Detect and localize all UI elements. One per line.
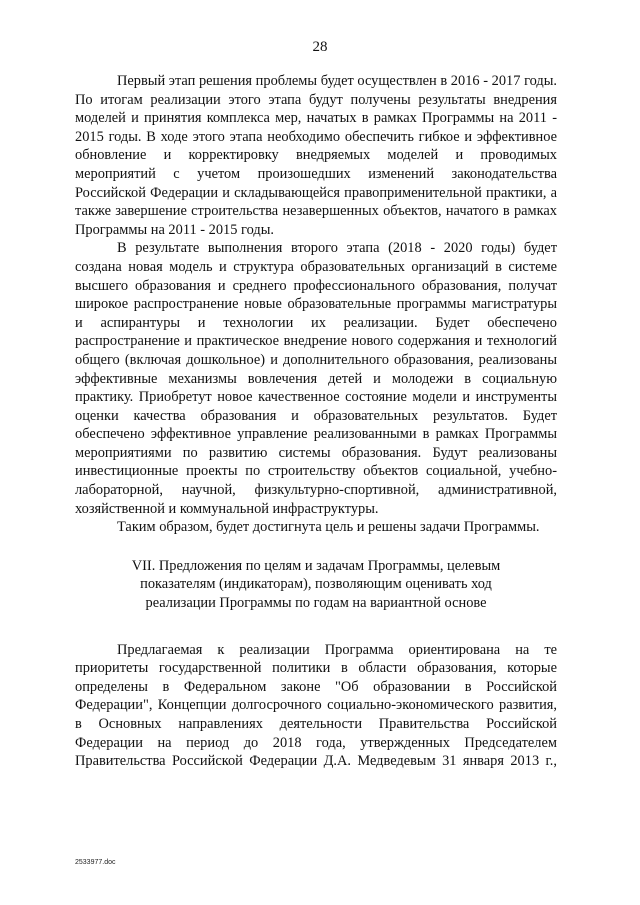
paragraph-priorities: Предлагаемая к реализации Программа ориентирована на те приоритеты государственной политики в области образования, которые определены в Федеральном законе "Об образовании в Российской Федерации", Концепции долгосрочного социально-экономического развития, в Основных направлениях деятельности Правительства Российской Федерации на период до 2018 года, утвержденных Председателем Правительства Российской Федерации Д.А. Медведевым 31 января 2013 г.,: [75, 641, 557, 770]
footer-document-id: 2533977.doc: [75, 859, 116, 866]
paragraph-stage-two: В результате выполнения второго этапа (2018 - 2020 годы) будет создана новая модель и структура образовательных организаций в системе высшего образования и среднего профессионального образования, получат широкое распространение новые образовательные программы магистратуры и аспирантуры и технологии их реализации. Будет обеспечено распространение и практическое внедрение нового содержания и технологий общего (включая дошкольное) и дополнительного образования, реализованы эффективные механизмы вовлечения детей и молодежи в социальную практику. Приобретут новое качественное состояние модели и инструменты оценки качества образования и образовательных результатов. Будет обеспечено эффективное управление реализованными в рамках Программы мероприятиями по развитию системы образования. Будут реализованы инвестиционные проекты по строительству объектов социальной, учебно-лабораторной, научной, физкультурно-спортивной, административной, хозяйственной и коммунальной инфраструктуры.: [75, 240, 557, 517]
page-number: 28: [312, 39, 328, 55]
paragraph-conclusion: Таким образом, будет достигнута цель и решены задачи Программы.: [117, 519, 540, 536]
section-heading-line-1: VII. Предложения по целям и задачам Программы, целевым: [131, 557, 501, 574]
document-body: [75, 72, 557, 771]
section-heading-line-3: реализации Программы по годам на вариантной основе: [145, 595, 487, 612]
section-heading: [75, 557, 557, 613]
paragraph-stage-one: Первый этап решения проблемы будет осуществлен в 2016 - 2017 годы. По итогам реализации этого этапа будут получены результаты внедрения моделей и принятия комплекса мер, начатых в рамках Программы на 2011 - 2015 годы. В ходе этого этапа необходимо обеспечить гибкое и эффективное обновление и корректировку внедряемых моделей и проводимых мероприятий с учетом произошедших изменений законодательства Российской Федерации и складывающейся правоприменительной практики, а также завершение строительства незавершенных объектов, начатого в рамках Программы на 2011 - 2015 годы.: [75, 73, 557, 238]
section-heading-line-2: показателям (индикаторам), позволяющим оценивать ход: [140, 576, 492, 593]
